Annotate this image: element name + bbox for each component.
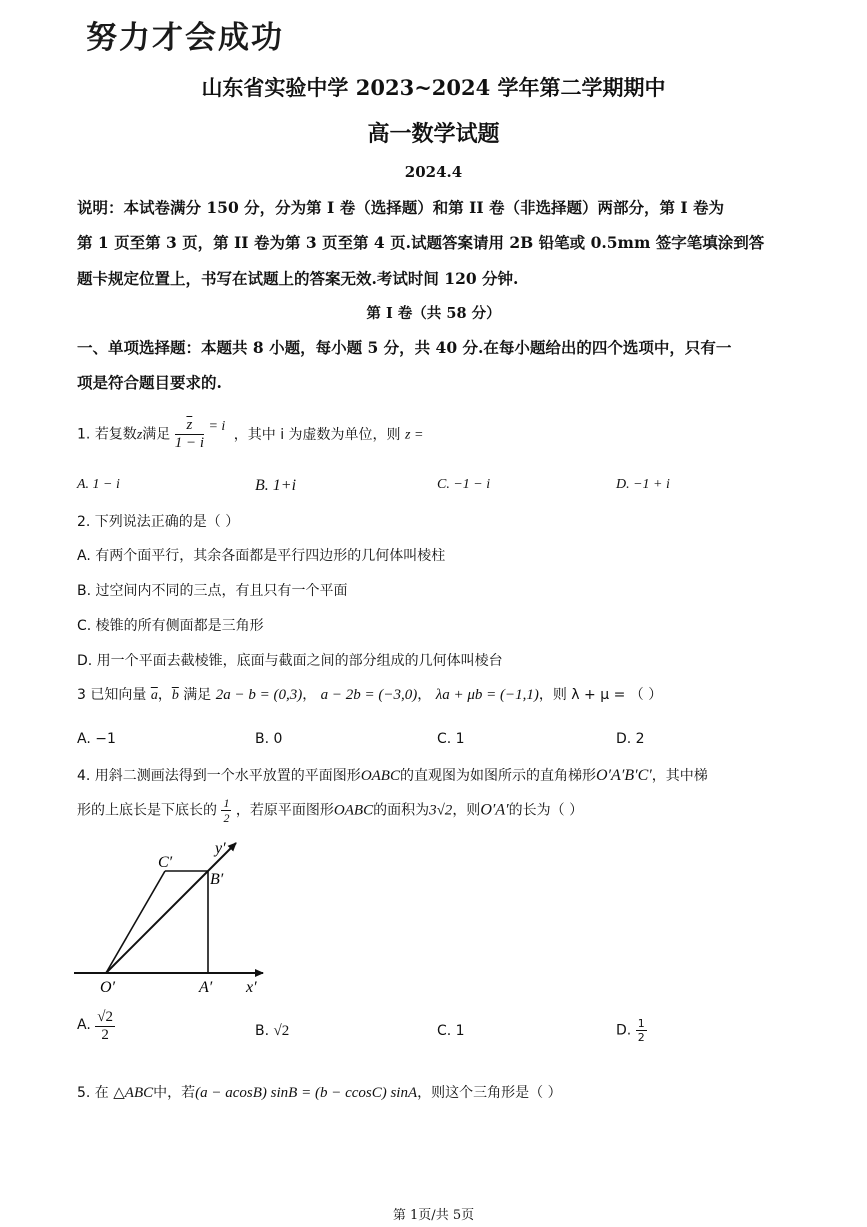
q4-shape1-again: OABC [333, 802, 374, 819]
q3-vec-b: $\overline{b}$ [171, 688, 179, 703]
q4-line2-a: 形的上底长是下底长的 [77, 802, 217, 819]
q4-line2-c: 的面积为 [373, 802, 430, 819]
instructions-line-1: 说明：本试卷满分 150 分，分为第 I 卷（选择题）和第 II 卷（非选择题）两部分，第 I 卷为 [77, 198, 725, 217]
q3-stem-a: 3 已知向量 [77, 687, 147, 703]
q1-number: 1. [77, 426, 91, 443]
q4-half-den: 2 [223, 811, 230, 825]
q1-frac-den: 1 − i [174, 435, 205, 451]
q1-option-c: C. −1 − i [437, 477, 491, 492]
question-4-line-1 [77, 765, 708, 785]
question-3: 3 已知向量 $\overline{a}$，$\overline{b}$ 满足 2a − b = (0,3)， a − 2b = (−3,0)， λa + μb = (−1,1)，则 λ + μ = （ ） [77, 687, 663, 703]
question-1 [77, 418, 423, 451]
q4-option-c: C. 1 [437, 1023, 465, 1039]
q4-option-b-label: B. [255, 1023, 270, 1039]
q4-seg: O′A′ [480, 801, 509, 819]
q1-option-a: A. 1 − i [77, 477, 120, 492]
q3-eq1: 2a − b = (0,3) [215, 687, 303, 703]
q4-area: 3√2 [429, 802, 453, 819]
label-c: C′ [158, 854, 173, 871]
q3-option-d: D. 2 [616, 731, 645, 747]
q4-line1-a: 4. 用斜二测画法得到一个水平放置的平面图形 [77, 768, 361, 784]
q4-half-fraction [221, 797, 231, 824]
exam-date: 2024.4 [404, 163, 463, 181]
q3-eq2: a − 2b = (−3,0) [320, 687, 418, 703]
label-y: y′ [215, 840, 226, 857]
instructions-line-2: 第 1 页至第 3 页，第 II 卷为第 3 页至第 4 页.试题答案请用 2B 铅笔或 0.5mm 签字笔填涂到答 [77, 233, 765, 252]
q2-option-c: C. 棱锥的所有侧面都是三角形 [77, 618, 264, 634]
section-line-1: 一、单项选择题：本题共 8 小题，每小题 5 分，共 40 分.在每小题给出的四个选项中，只有一 [77, 338, 732, 357]
q1-eq: = i [208, 418, 226, 434]
q4-option-a [77, 1010, 115, 1043]
label-x: x′ [246, 979, 257, 996]
q3-eq3: λa + μb = (−1,1) [435, 687, 539, 703]
q1-frac-num: $\overline{z}$ [175, 418, 204, 435]
q4-option-d-fraction [636, 1018, 647, 1043]
question-2-stem: 2. 下列说法正确的是（ ） [77, 514, 240, 530]
q4-shape1: OABC [360, 768, 400, 784]
q4-option-d-num: 1 [637, 1017, 645, 1030]
q4-line1-c: ，其中梯 [651, 768, 708, 784]
q4-option-a-label: A. [77, 1016, 91, 1033]
q1-text-a: 若复数 [94, 426, 137, 443]
q4-option-d-label: D. [616, 1022, 632, 1039]
label-a: A′ [199, 979, 213, 996]
q4-option-d-den: 2 [637, 1031, 645, 1044]
page-footer: 第 1页/共 5页 [392, 1208, 475, 1223]
q4-line1-b: 的直观图为如图所示的直角梯形 [399, 768, 596, 784]
q3-vec-a: $\overline{a}$ [150, 688, 158, 703]
q3-stem-b: 满足 [183, 687, 212, 703]
q5-expression: (a − acosB) sinB = (b − ccosC) sinA [195, 1085, 418, 1101]
q4-option-a-den: 2 [101, 1027, 109, 1043]
q4-option-a-num: √2 [97, 1009, 113, 1025]
q1-z: z [136, 427, 143, 443]
q3-option-c: C. 1 [437, 731, 465, 747]
q3-option-b: B. 0 [255, 731, 283, 747]
q4-option-a-fraction [95, 1010, 115, 1043]
section-line-2: 项是符合题目要求的. [77, 373, 222, 392]
q2-option-d: D. 用一个平面去截棱锥，底面与截面之间的部分组成的几何体叫棱台 [77, 653, 503, 669]
q4-line2-b: ，若原平面图形 [235, 802, 334, 819]
exam-subject: 高一数学试题 [367, 121, 500, 147]
q3-option-a: A. −1 [77, 731, 116, 747]
q5-c: ，则这个三角形是（ ） [417, 1085, 562, 1101]
q5-b: 中，若 [153, 1085, 196, 1101]
q5-triangle: △ABC [113, 1085, 154, 1101]
question-4-line-2 [77, 797, 583, 824]
part-heading: 第 I 卷（共 58 分） [366, 305, 501, 322]
q1-option-b: B. 1+i [255, 477, 297, 494]
q2-option-a: A. 有两个面平行，其余各面都是平行四边形的几何体叫棱柱 [77, 548, 446, 564]
q1-option-d: D. −1 + i [616, 477, 670, 492]
q3-comma: ， [157, 687, 172, 703]
q4-half-num: 1 [223, 796, 230, 810]
label-b: B′ [210, 871, 224, 888]
q4-line2-d: ，则 [452, 802, 481, 819]
q5-a: 5. 在 [77, 1085, 109, 1101]
exam-title: 山东省实验中学 2023~2024 学年第二学期期中 [201, 75, 666, 100]
q2-option-b: B. 过空间内不同的三点，有且只有一个平面 [77, 583, 348, 599]
question-5 [77, 1082, 562, 1102]
label-o: O′ [100, 979, 116, 996]
instructions-line-3: 题卡规定位置上，书写在试题上的答案无效.考试时间 120 分钟. [77, 269, 519, 288]
q1-fraction [175, 418, 204, 451]
q4-option-d [616, 1018, 647, 1043]
watermark: 努力才会成功 [86, 20, 284, 56]
trapezoid-figure [70, 836, 275, 1001]
q1-text-c: ，其中 i 为虚数为单位，则 [233, 426, 401, 443]
q3-stem-c: ，则 λ + μ = （ ） [538, 687, 663, 703]
q4-option-b-value: √2 [273, 1023, 290, 1039]
q4-shape2: O′A′B′C′ [595, 767, 652, 784]
q4-option-b [255, 1023, 289, 1040]
q4-line2-e: 的长为（ ） [508, 802, 584, 819]
q1-text-b: 满足 [142, 426, 171, 443]
q1-text-d: z = [405, 427, 424, 443]
